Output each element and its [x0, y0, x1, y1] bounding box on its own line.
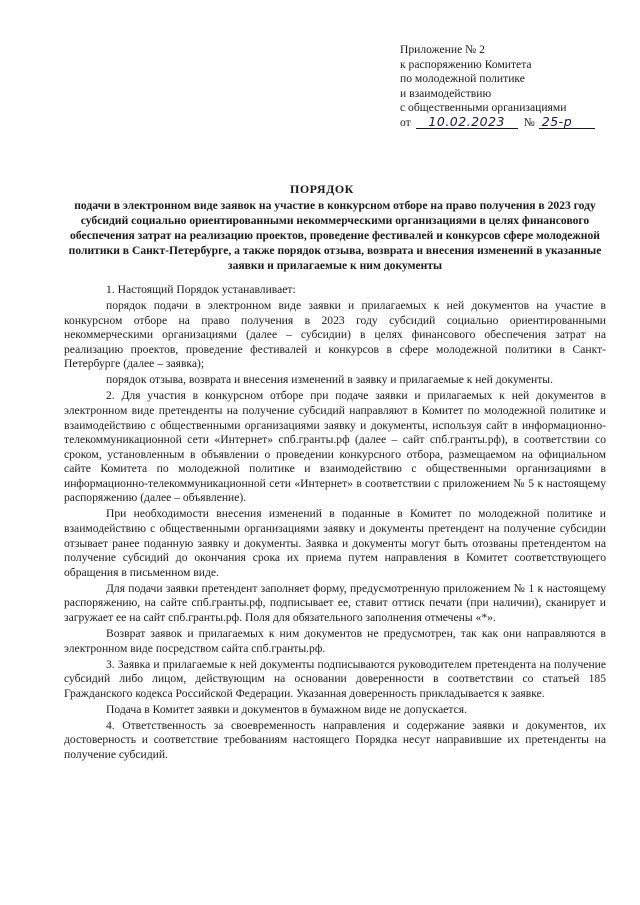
appendix-line: по молодежной политике	[400, 72, 525, 86]
appendix-line: Приложение № 2	[400, 43, 485, 56]
appendix-line: к распоряжению Комитета	[400, 57, 532, 71]
paragraph: Возврат заявок и прилагаемых к ним документов не предусмотрен, так как они направляются в электронном виде посредством сайта спб.гранты.рф.	[64, 627, 606, 655]
paragraph: 1. Настоящий Порядок устанавливает:	[106, 283, 296, 296]
number-label: №	[523, 115, 535, 129]
paragraph: 2. Для участия в конкурсном отборе при подаче заявки и прилагаемых к ней документов в электронном виде претенденты на получение субсидий направляют в Комитет по молодежной политике и взаимодействию с общественными организациями заявку и документы, используя сайт в информационно-телекоммуникационной сети «Интернет» спб.гранты.рф (далее – сайт спб.гранты.рф), в соответствии со сроком, установленным в объявлении о проведении конкурсного отбора, размещаемом на официальном сайте Комитета по молодежной политике и взаимодействию с общественными организациями в информационно-телекоммуникационной сети «Интернет» в соответствии с приложением № 5 к настоящему распоряжению (далее – объявление).	[64, 389, 606, 505]
paragraph: 3. Заявка и прилагаемые к ней документы подписываются руководителем претендента на получение субсидий либо лицом, действующим на основании доверенности в соответствии со статьей 185 Гражданского кодекса Российской Федерации. Указанная доверенность прикладывается к заявке.	[64, 657, 606, 700]
paragraph: При необходимости внесения изменений в поданные в Комитет по молодежной политике и взаимодействию с общественными организациями заявку и документы претендент на получение субсидии отзывает ранее поданную заявку и документы. Заявка и документы могут быть отозваны претендентом на получение субсидий до окончания срока их приема путем направления в Комитет соответствующего обращения в письменном виде.	[64, 507, 606, 579]
document-title: ПОРЯДОК	[290, 182, 354, 196]
paragraph: Для подачи заявки претендент заполняет форму, предусмотренную приложением № 1 к настоящему распоряжению, на сайте спб.гранты.рф, подписывает ее, ставит оттиск печати (при наличии), сканирует и загружает ее на сайт спб.гранты.рф. Поля для обязательного заполнения отмечены «*».	[64, 581, 606, 625]
paragraph: Подача в Комитет заявки и документов в бумажном виде не допускается.	[106, 702, 468, 716]
appendix-line: и взаимодействию	[400, 86, 492, 100]
paragraph: порядок отзыва, возврата и внесения изменений в заявку и прилагаемые к ней документы.	[106, 373, 553, 387]
paragraph: порядок подачи в электронном виде заявки и прилагаемых к ней документов на участие в конкурсном отборе на право получения в 2023 году субсидий социально ориентированными некоммерческими организациями (далее – субсидии) в целях финансового обеспечения затрат на реализацию проектов, проведение фестивалей и конкурсов в сфере молодежной политики в Санкт-Петербурге (далее – заявка);	[64, 298, 606, 371]
paragraph: 4. Ответственность за своевременность направления и содержание заявки и документов, их достоверность и соответствие требованиям настоящего Порядка несут направившие их претенденты на получение субсидий.	[64, 718, 606, 761]
document-body	[64, 283, 606, 763]
document-subtitle: подачи в электронном виде заявок на участие в конкурсном отборе на право получения в 2023 году субсидий социально ориентированными некоммерческими организациями в целях финансового обеспечения затрат на реализацию проектов, проведение фестивалей и конкурсов сфере молодежной политики в Санкт-Петербурге, а также порядок отзыва, возврата и внесения изменений в указанные заявки и прилагаемые к ним документы	[68, 199, 602, 273]
from-label: от	[400, 115, 411, 129]
handwritten-number: 25-р	[539, 116, 595, 129]
handwritten-date: 10.02.2023	[416, 116, 518, 129]
appendix-header	[400, 43, 600, 131]
appendix-line: с общественными организациями	[400, 101, 567, 115]
date-number-line	[400, 113, 600, 131]
